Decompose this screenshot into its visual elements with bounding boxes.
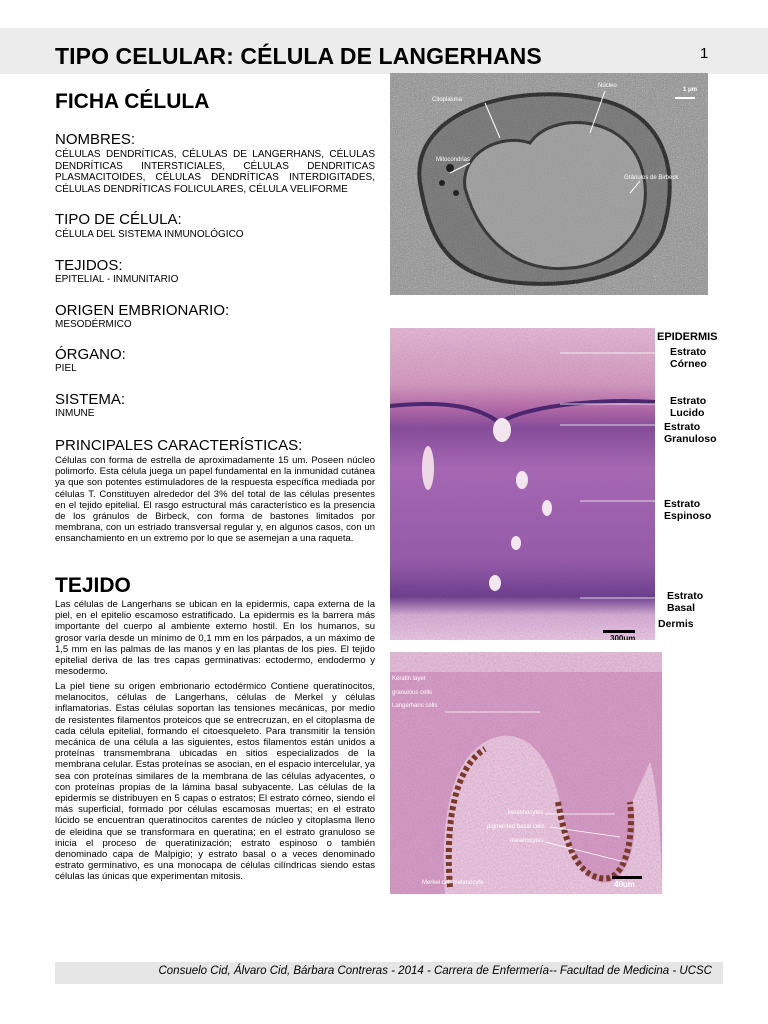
label-dermis: Dermis [658, 618, 694, 630]
label-langerhans-cells: Langerhans cells [392, 703, 438, 709]
label-estrato-espinoso: Estrato Espinoso [664, 498, 712, 522]
label-granulos-birbeck: Gránulos de Birbeck [624, 175, 679, 181]
tejido-title: TEJIDO [55, 574, 131, 597]
em-scale-label: 1 μm [683, 87, 698, 93]
tipo-body: CÉLULA DEL SISTEMA INMUNOLÓGICO [55, 229, 244, 240]
label-melanocytes: melanocytes [510, 838, 544, 844]
label-estrato-basal: Estrato Basal [667, 590, 704, 614]
label-estrato-granuloso: Estrato Granuloso [664, 421, 717, 445]
label-merkel-cell: Merkel cell-melanocyte [422, 880, 484, 886]
tipo-heading: TIPO DE CÉLULA: [55, 211, 182, 228]
label-keratin-layer: Keratin layer [392, 676, 426, 682]
electron-micrograph-figure [390, 73, 708, 295]
label-citoplasma: Citoplasma [432, 97, 463, 103]
caracteristicas-body: Células con forma de estrella de aproximadamente 15 um. Poseen núcleo polimorfo. Esta célula juega un papel fundamental en la inmunidad cutánea ya que son potentes estimuladores de la respuesta específica mediada por células T. Constituyen alrededor del 3% del total de las células presentes en el tejido epitelial. El rasgo estructural más característico es la presencia de los gránulos de Birbeck, con forma de bastones limitados por membrana, con un estriado transversal regular y, en algunos casos, con un ensanchamiento en un extremo por lo que se asemejan a una raqueta. [55, 455, 375, 545]
histology-cells-image [390, 652, 662, 894]
nombres-body: CÉLULAS DENDRÍTICAS, CÉLULAS DE LANGERHANS, CÉLULAS DENDRÍTICAS INTERSTICIALES, CÉLULAS DENDRITICAS PLASMACITOIDES, CÉLULAS DENDRÍTICAS INTERDIGITADES, CÉLULAS DENDRÍTICAS FOLICULARES, CÉLULA VELIFORME [55, 149, 375, 195]
label-estrato-corneo: Estrato Córneo [670, 346, 707, 370]
label-mitocondrias: Mitocondrias [436, 157, 471, 163]
tejido-paragraph-1: Las células de Langerhans se ubican en la epidermis, capa externa de la piel, en el epitelio escamoso estratificado. La epidermis es la barrera más importante del cuerpo al ambiente externo hostil. En los humanos, su grosor varía desde un mínimo de 0,1 mm en los párpados, a un máximo de 1,5 mm en las palmas de las manos y en las plantas de los pies. El tejido epitelial deriva de las tres capas germinativas: ectodermo, endodermo y mesodermo. [55, 599, 375, 678]
histology-cells-figure [390, 652, 662, 894]
organo-heading: ÓRGANO: [55, 346, 126, 363]
label-epidermis: EPIDERMIS [657, 331, 718, 343]
epidermis-scale-label: 300um [610, 634, 636, 640]
tejidos-heading: TEJIDOS: [55, 257, 123, 274]
label-granulous-cells: granulous cells [392, 690, 433, 696]
caracteristicas-heading: PRINCIPALES CARACTERÍSTICAS: [55, 437, 303, 454]
footer-credits: Consuelo Cid, Álvaro Cid, Bárbara Contreras - 2014 - Carrera de Enfermería-- Facultad de Medicina - UCSC [158, 965, 712, 977]
page-number: 1 [700, 45, 709, 62]
nombres-heading: NOMBRES: [55, 131, 136, 148]
document-title: TIPO CELULAR: CÉLULA DE LANGERHANS [55, 43, 542, 69]
origen-heading: ORIGEN EMBRIONARIO: [55, 302, 230, 319]
organo-body: PIEL [55, 363, 77, 374]
label-pigmented-basal-cells: pigmented basal cells [487, 824, 545, 830]
epidermis-pointer-lines [560, 330, 670, 630]
histology-scale-label: 40um [614, 880, 635, 889]
label-nucleo: Núcleo [598, 83, 617, 89]
origen-body: MESODÉRMICO [55, 319, 132, 330]
sistema-body: INMUNE [55, 408, 95, 419]
tejidos-body: EPITELIAL - INMUNITARIO [55, 274, 179, 285]
electron-micrograph-image [390, 73, 708, 295]
label-estrato-lucido: Estrato Lucido [670, 395, 707, 419]
sistema-heading: SISTEMA: [55, 391, 126, 408]
ficha-title: FICHA CÉLULA [55, 90, 210, 113]
label-keratinocytes: keratinocytes [508, 810, 544, 816]
tejido-paragraph-2: La piel tiene su origen embrionario ectodérmico Contiene queratinocitos, melanocitos, células de Langerhans, células de Merkel y células inflamatorias. Estas células soportan las tensiones mecánicas, por medio de resistentes filamentos proteicos que se entrecruzan, en el citoplasma de cada célula epitelial, formando el citoesqueleto. Para transmitir la tensión mecánica de una célula a las siguientes, estos filamentos están unidos a proteínas transmembrana ubicadas en sitios especializados de la membrana celular. Estas proteínas se asocian, en el espacio intercelular, ya sea con proteínas similares de la membrana de las células adyacentes, o con proteínas propias de la lámina basal subyacente. Las células de la epidermis se distribuyen en 5 capas o estratos; El estrato córneo, siendo el más superficial, formado por células escamosas muertas; en el estrato lúcido se encuentran queratinocitos carentes de núcleo y citoplasma lleno de eleidina que se transformara en queratina; en el estrato granuloso se inicia el proceso de queratinización; estrato espinoso o también denominado capa de Malpigio; y estrato basal o a veces denominado estrato germinativo, es una monocapa de células cilíndricas siendo estas células las únicas que experimentan mitosis. [55, 681, 376, 883]
